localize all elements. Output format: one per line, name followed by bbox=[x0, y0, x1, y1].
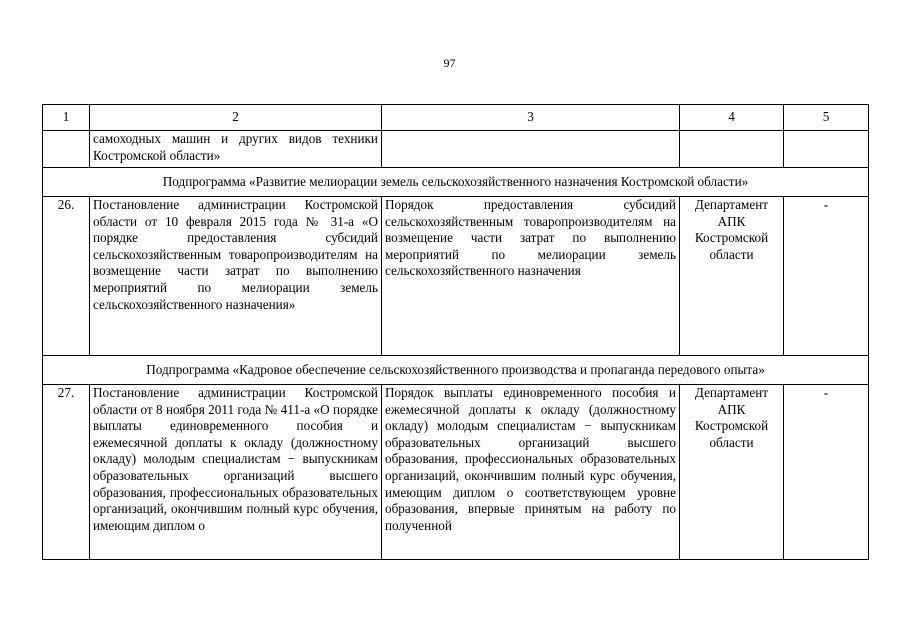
cell-subject bbox=[382, 131, 680, 168]
cell-number: 26. bbox=[43, 197, 90, 356]
cell-document: Постановление администрации Костромской области от 8 ноября 2011 года № 411-а «О порядке выплаты единовременного пособия и ежемесячной доплаты к окладу (должностному окладу) молодым специалистам − выпускникам образовательных организаций высшего образования, профессиональных образовательных организаций, окончившим полный курс обучения, имеющим диплом о bbox=[90, 385, 382, 560]
subprogram-row bbox=[43, 356, 869, 385]
header-col-2: 2 bbox=[90, 105, 382, 131]
subprogram-title: Подпрограмма «Кадровое обеспечение сельскохозяйственного производства и пропаганда передового опыта» bbox=[43, 356, 869, 385]
cell-subject: Порядок выплаты единовременного пособия и ежемесячной доплаты к окладу (должностному окладу) молодым специалистам − выпускникам образовательных организаций высшего образования, профессиональных образовательных организаций, окончившим полный курс обучения, имеющим диплом о соответствующем уровне образования, впервые принятым на работу по полученной bbox=[382, 385, 680, 560]
table-row-continuation bbox=[43, 131, 869, 168]
cell-number bbox=[43, 131, 90, 168]
header-col-4: 4 bbox=[680, 105, 784, 131]
table-header-row bbox=[43, 105, 869, 131]
header-col-5: 5 bbox=[784, 105, 869, 131]
cell-number: 27. bbox=[43, 385, 90, 560]
cell-document: самоходных машин и других видов техники Костромской области» bbox=[90, 131, 382, 168]
regulations-table bbox=[42, 104, 869, 560]
cell-department: Департамент АПК Костромской области bbox=[680, 197, 784, 356]
subprogram-title: Подпрограмма «Развитие мелиорации земель сельскохозяйственного назначения Костромской области» bbox=[43, 168, 869, 197]
cell-note: - bbox=[784, 385, 869, 560]
cell-note bbox=[784, 131, 869, 168]
table-row-26 bbox=[43, 197, 869, 356]
cell-subject: Порядок предоставления субсидий сельскохозяйственным товаропроизводителям на возмещение части затрат по выполнению мероприятий по мелиорации земель сельскохозяйственного назначения bbox=[382, 197, 680, 356]
table-row-27 bbox=[43, 385, 869, 560]
cell-note: - bbox=[784, 197, 869, 356]
cell-department bbox=[680, 131, 784, 168]
cell-document: Постановление администрации Костромской области от 10 февраля 2015 года № 31-а «О порядке предоставления субсидий сельскохозяйственным товаропроизводителям на возмещение части затрат по выполнению мероприятий по мелиорации земель сельскохозяйственного назначения» bbox=[90, 197, 382, 356]
subprogram-row bbox=[43, 168, 869, 197]
cell-department: Департамент АПК Костромской области bbox=[680, 385, 784, 560]
header-col-3: 3 bbox=[382, 105, 680, 131]
header-col-1: 1 bbox=[43, 105, 90, 131]
page-number: 97 bbox=[443, 56, 456, 70]
